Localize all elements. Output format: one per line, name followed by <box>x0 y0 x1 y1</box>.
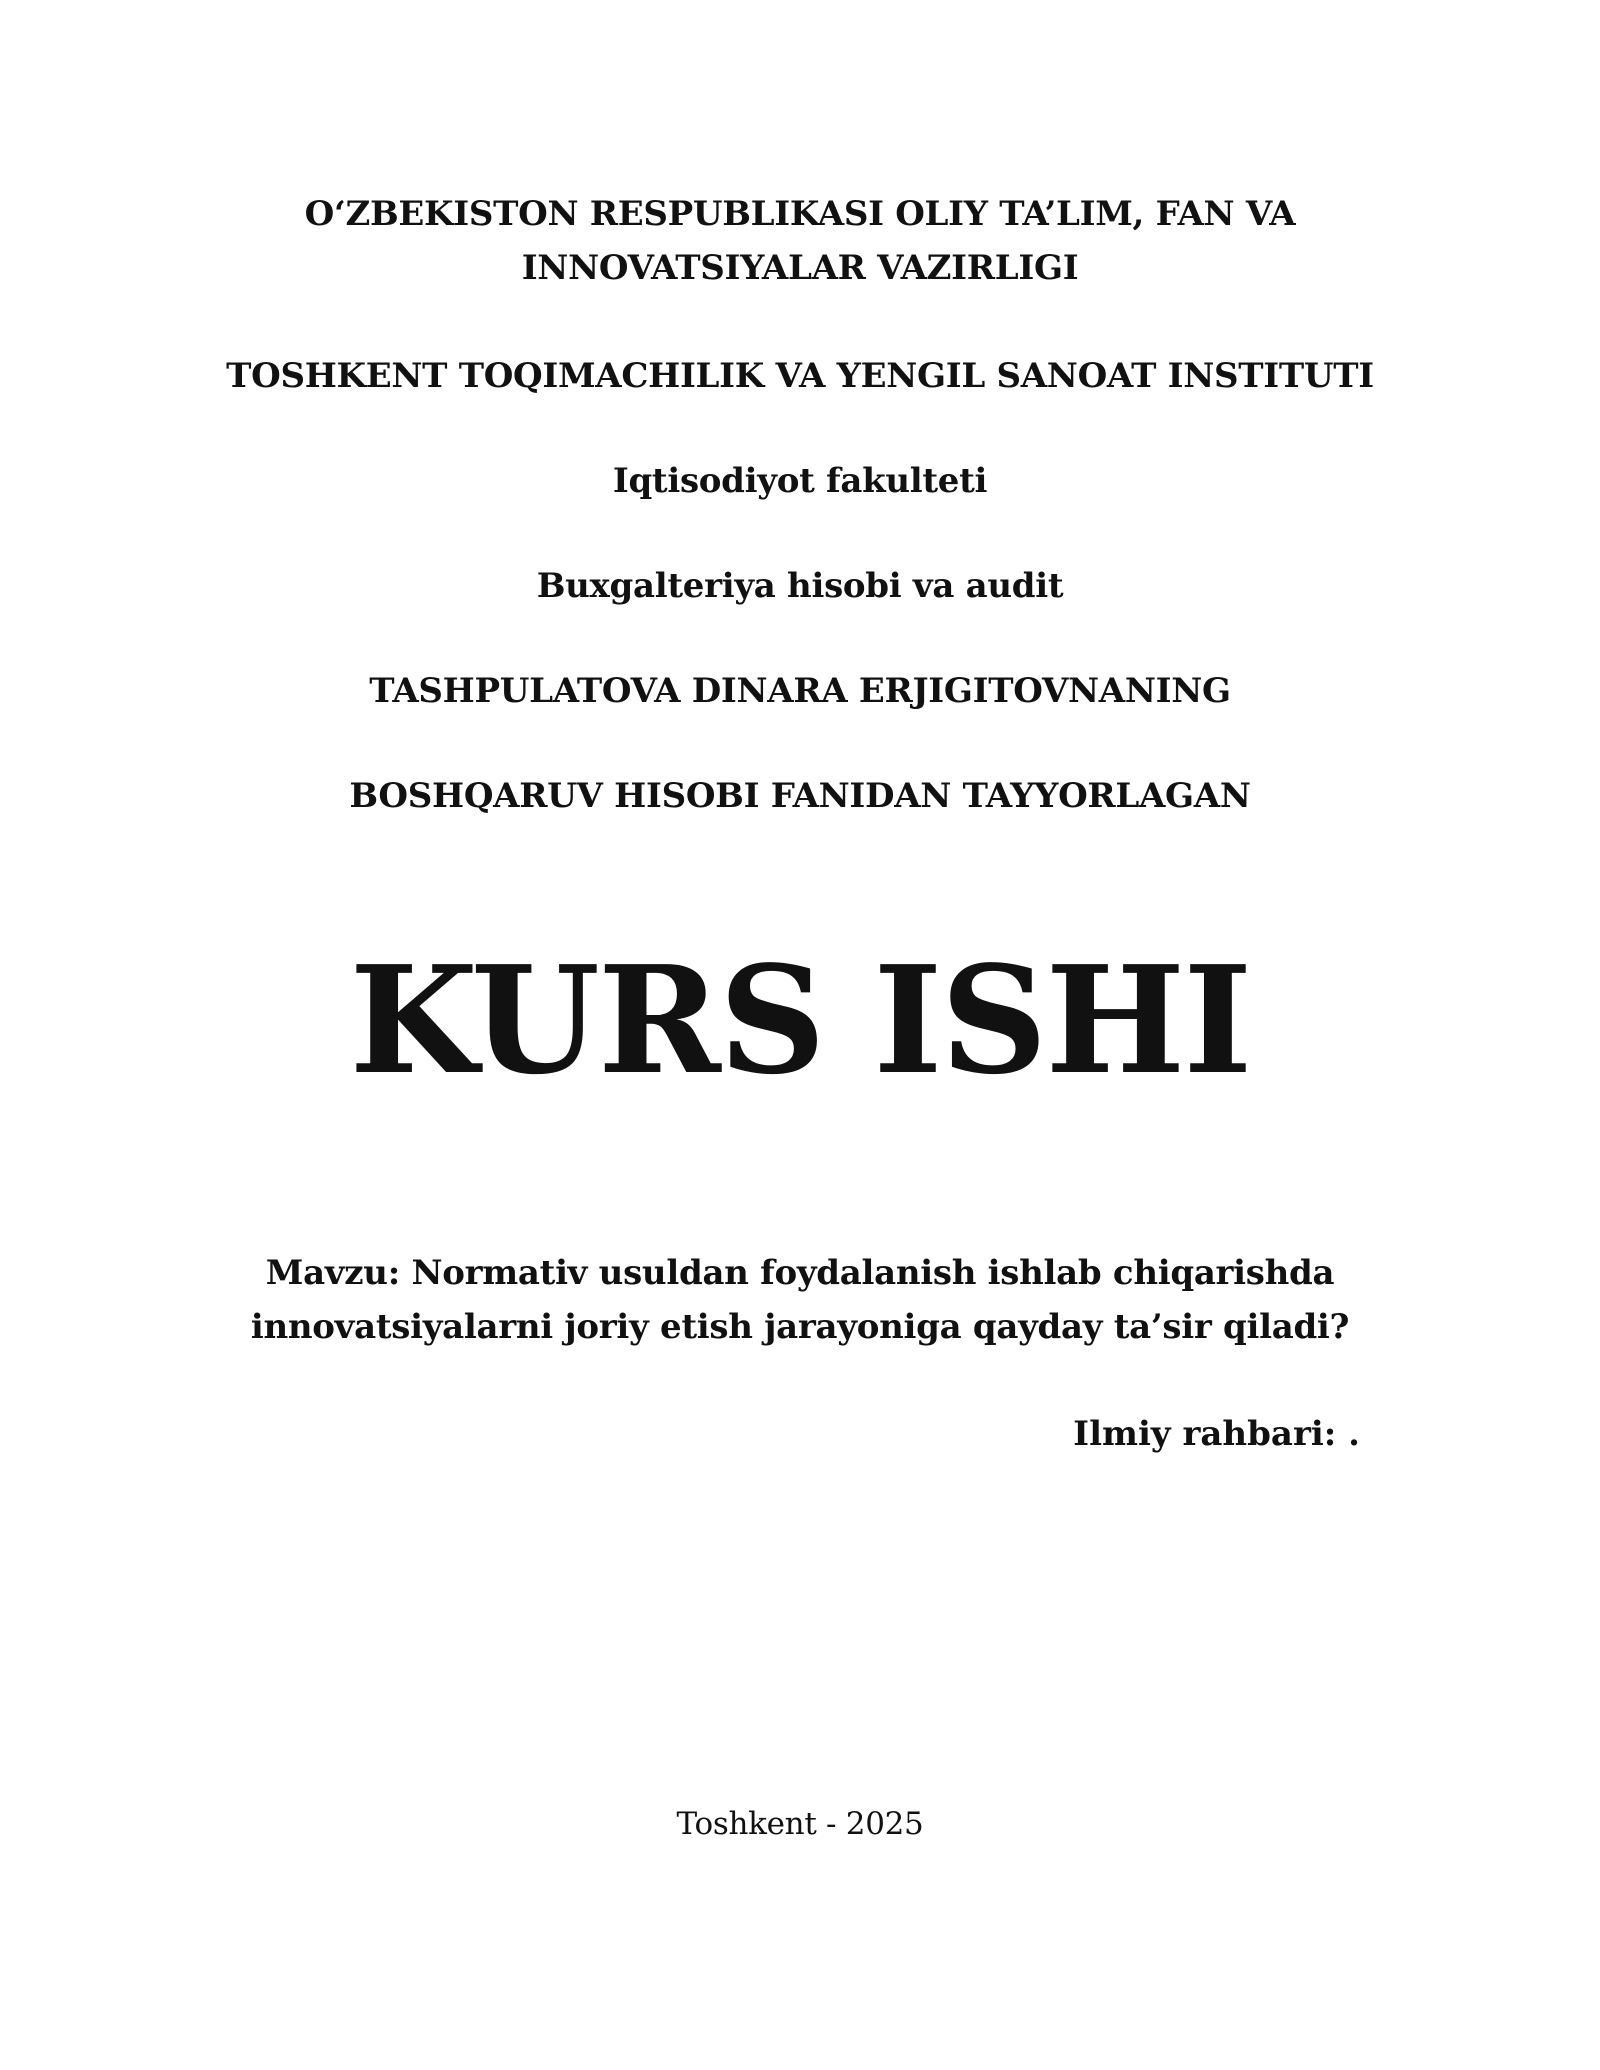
place-year: Toshkent - 2025 <box>676 1806 924 1842</box>
ministry-line-2: INNOVATSIYALAR VAZIRLIGI <box>521 248 1079 288</box>
supervisor-label: Ilmiy rahbari: . <box>1073 1414 1360 1454</box>
subject-line: BOSHQARUV HISOBI FANIDAN TAYYORLAGAN <box>349 776 1251 816</box>
topic-line-1: Mavzu: Normativ usuldan foydalanish ishlab chiqarishda <box>265 1253 1335 1293</box>
institute-name: TOSHKENT TOQIMACHILIK VA YENGIL SANOAT INSTITUTI <box>226 356 1374 396</box>
department-name: Buxgalteriya hisobi va audit <box>536 566 1064 606</box>
faculty-name: Iqtisodiyot fakulteti <box>612 461 988 501</box>
topic-line-2: innovatsiyalarni joriy etish jarayoniga qayday ta’sir qiladi? <box>250 1307 1350 1347</box>
ministry-line-1: O‘ZBEKISTON RESPUBLIKASI OLIY TA’LIM, FAN VA <box>304 194 1296 234</box>
author-name: TASHPULATOVA DINARA ERJIGITOVNANING <box>369 671 1231 711</box>
document-title: KURS ISHI <box>349 933 1251 1107</box>
